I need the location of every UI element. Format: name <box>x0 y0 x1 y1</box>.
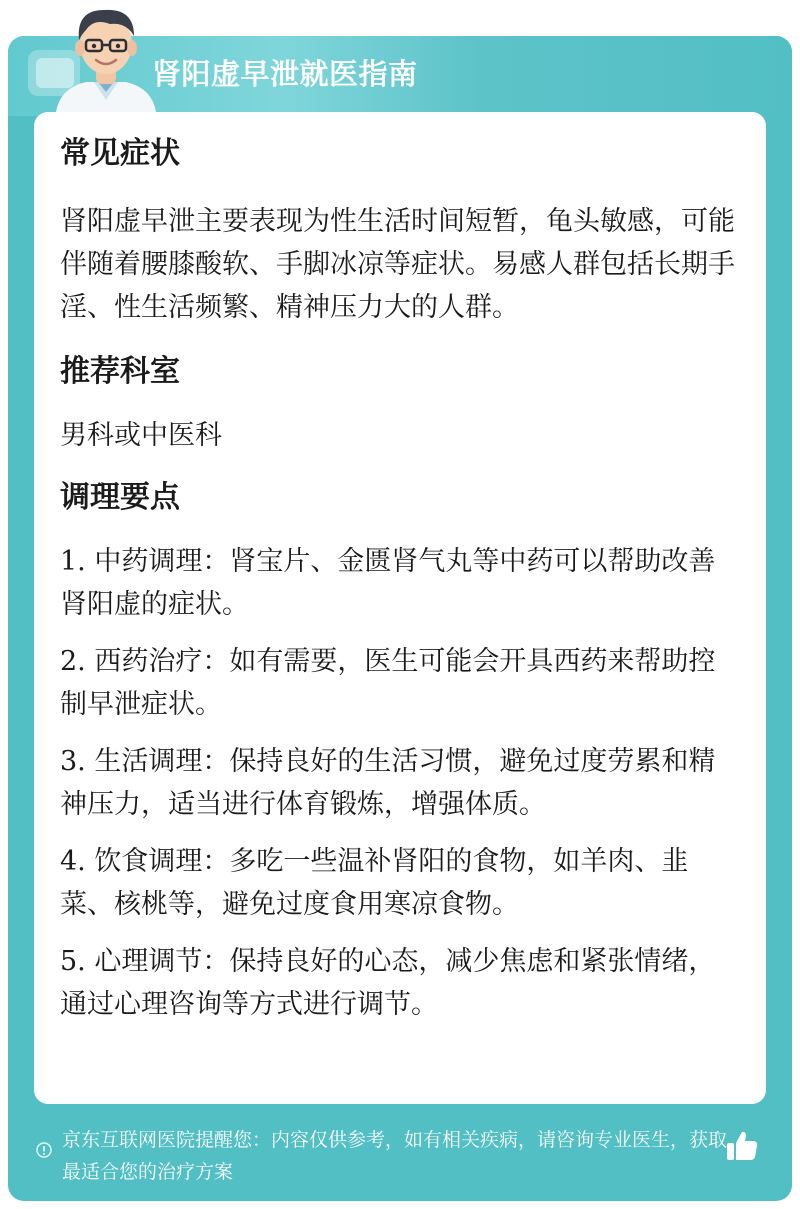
tip-number: 4. <box>60 846 86 877</box>
tip-text: 西药治疗：如有需要，医生可能会开具西药来帮助控制早泄症状。 <box>60 646 716 720</box>
care-tip-1 <box>60 540 740 626</box>
footer-notice <box>36 1124 776 1194</box>
tip-text: 生活调理：保持良好的生活习惯，避免过度劳累和精神压力，适当进行体育锻炼，增强体质。 <box>60 746 716 820</box>
care-tip-5 <box>60 940 740 1026</box>
care-tip-4 <box>60 840 740 926</box>
thumbs-up-icon[interactable] <box>724 1128 760 1164</box>
care-tip-2 <box>60 640 740 726</box>
care-heading: 调理要点 <box>60 480 180 515</box>
info-icon <box>36 1142 52 1158</box>
tip-text: 中药调理：肾宝片、金匮肾气丸等中药可以帮助改善肾阳虚的症状。 <box>60 546 716 620</box>
department-text: 男科或中医科 <box>60 420 222 451</box>
content-body <box>60 132 740 1026</box>
department-heading: 推荐科室 <box>60 354 180 389</box>
tip-number: 1. <box>60 546 86 577</box>
tip-text: 心理调节：保持良好的心态，减少焦虑和紧张情绪，通过心理咨询等方式进行调节。 <box>60 946 716 1020</box>
tip-number: 3. <box>60 746 86 777</box>
tip-text: 饮食调理：多吃一些温补肾阳的食物，如羊肉、韭菜、核桃等，避免过度食用寒凉食物。 <box>60 846 689 920</box>
symptoms-text: 肾阳虚早泄主要表现为性生活时间短暂，龟头敏感，可能伴随着腰膝酸软、手脚冰凉等症状。易感人群包括长期手淫、性生活频繁、精神压力大的人群。 <box>60 206 735 323</box>
symptoms-heading: 常见症状 <box>60 136 180 171</box>
page-title: 肾阳虚早泄就医指南 <box>152 57 418 91</box>
tip-number: 5. <box>60 946 86 977</box>
care-tip-3 <box>60 740 740 826</box>
tip-number: 2. <box>60 646 86 677</box>
footer-text: 京东互联网医院提醒您：内容仅供参考，如有相关疾病，请咨询专业医生，获取最适合您的治疗方案 <box>62 1129 728 1183</box>
doctor-avatar <box>46 0 166 112</box>
